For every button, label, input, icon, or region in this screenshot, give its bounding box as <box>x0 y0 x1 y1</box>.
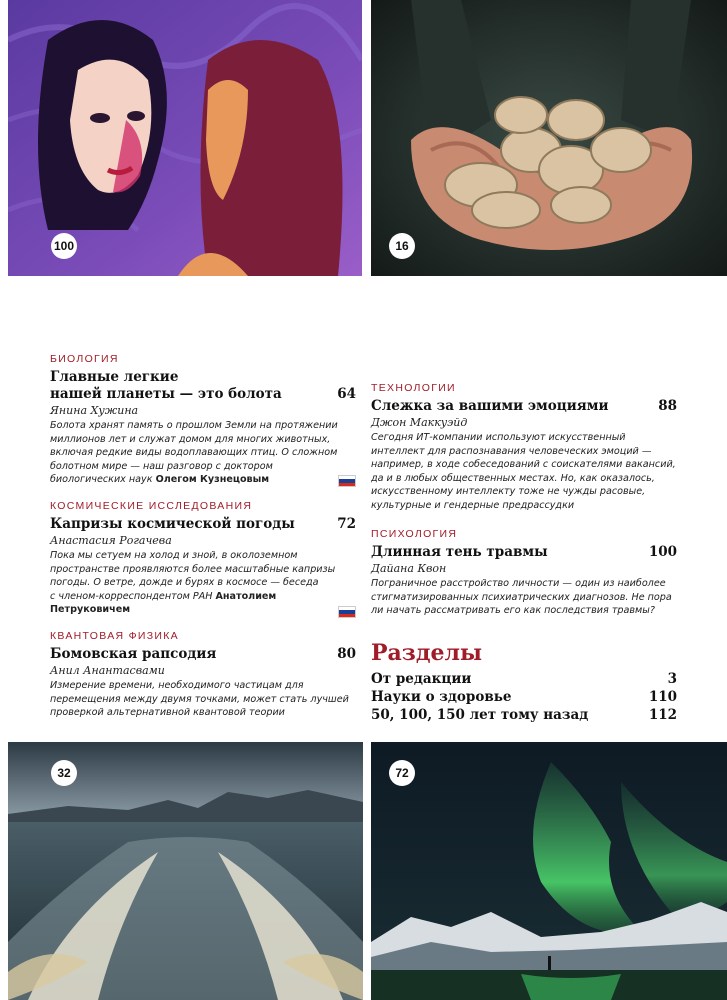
desc-line <box>50 603 356 617</box>
hands-clams-image <box>371 0 727 276</box>
desc-line: да и в любых общественных местах. Но, как оказалось, <box>371 472 655 484</box>
page-number: 80 <box>337 646 356 662</box>
desc-line <box>50 590 356 604</box>
desc-line: пространстве проявляются более масштабные капризы <box>50 563 336 575</box>
desc-line: культурные и гендерные предрассудки <box>371 499 575 511</box>
category-label: ТЕХНОЛОГИИ <box>371 382 456 394</box>
author: Анастасия Рогачева <box>50 534 172 547</box>
author: Джон Маккуэйд <box>371 416 468 429</box>
russia-flag-icon <box>338 475 356 487</box>
title-line: нашей планеты — это болота <box>50 386 282 402</box>
article-description <box>50 419 356 487</box>
section-item[interactable] <box>371 706 677 724</box>
article-title: Капризы космической погоды <box>50 516 295 532</box>
expert-name: Анатолием <box>215 590 277 602</box>
section-item[interactable] <box>371 670 677 688</box>
desc-line: включая редкие виды водоплавающих птиц. О сложном <box>50 447 338 459</box>
article-title: Бомовская рапсодия <box>50 646 217 662</box>
article-biology[interactable] <box>50 353 356 487</box>
page-badge: 32 <box>51 760 77 786</box>
desc-line: Измерение времени, необходимого частицам для <box>50 680 304 691</box>
sections-block <box>371 640 677 724</box>
article-description <box>50 549 356 617</box>
desc-line <box>50 473 356 487</box>
author: Дайана Квон <box>371 562 447 575</box>
title-line: Главные легкие <box>50 369 179 385</box>
page-badge: 100 <box>51 233 77 259</box>
category-label: КОСМИЧЕСКИЕ ИССЛЕДОВАНИЯ <box>50 500 253 512</box>
section-label: От редакции <box>371 671 472 687</box>
article-description <box>371 577 677 618</box>
desc-line: Болота хранят память о прошлом Земли на протяжении <box>50 420 338 431</box>
page-number: 110 <box>648 689 677 705</box>
section-label: Науки о здоровье <box>371 689 512 705</box>
article-technology[interactable] <box>371 382 677 513</box>
desc-line: Пограничное расстройство личности — один из наиболее <box>371 578 666 589</box>
desc-line: миллионов лет и служат домом для многих животных, <box>50 433 331 445</box>
desc-line: ли начать рассматривать его как последствия травмы? <box>371 605 655 617</box>
page-number: 3 <box>667 671 677 687</box>
desc-text: биологических наук <box>50 474 156 486</box>
desc-line: искусственному интеллекту тоже не чужды расовые, <box>371 486 646 498</box>
russia-flag-icon <box>338 606 356 618</box>
section-item[interactable] <box>371 688 677 706</box>
aurora-image <box>371 742 727 1000</box>
sections-heading: Разделы <box>371 640 483 666</box>
expert-name: Олегом Кузнецовым <box>155 474 270 486</box>
desc-line: например, в ходе собеседований с соискателями вакансий, <box>371 459 676 471</box>
page-number: 72 <box>337 516 356 532</box>
desc-line: перемещения между двумя точками, может стать лучшей <box>50 693 349 705</box>
page-number: 88 <box>658 398 677 414</box>
article-description <box>371 431 677 513</box>
article-psychology[interactable] <box>371 528 677 618</box>
desc-line: погоды. О ветре, дожде и бурях в космосе — беседа <box>50 577 319 589</box>
desc-line: Пока мы сетуем на холод и зной, в околоземном <box>50 550 298 561</box>
desc-line: интеллект для распознавания человеческих эмоций — <box>371 445 652 457</box>
hands-clams-icon <box>371 0 727 276</box>
desc-line: Сегодня ИТ-компании используют искусственный <box>371 432 626 443</box>
desc-text: с членом-корреспондентом РАН <box>50 590 216 602</box>
page-badge: 16 <box>389 233 415 259</box>
expert-name: Петруковичем <box>50 604 131 616</box>
article-title: Слежка за вашими эмоциями <box>371 398 609 414</box>
category-label: КВАНТОВАЯ ФИЗИКА <box>50 630 179 642</box>
article-title: Длинная тень травмы <box>371 544 548 560</box>
page-number: 112 <box>648 707 677 723</box>
article-description <box>50 679 356 720</box>
article-title <box>50 369 282 403</box>
page-number: 100 <box>648 544 677 560</box>
category-label: ПСИХОЛОГИЯ <box>371 528 458 540</box>
article-quantum[interactable] <box>50 630 356 720</box>
article-space[interactable] <box>50 500 356 617</box>
page-badge: 72 <box>389 760 415 786</box>
category-label: БИОЛОГИЯ <box>50 353 119 365</box>
author: Анил Анантасвами <box>50 664 165 677</box>
aurora-icon <box>371 742 727 1000</box>
desc-line: проверкой альтернативной квантовой теории <box>50 707 285 719</box>
section-label: 50, 100, 150 лет тому назад <box>371 707 589 723</box>
desc-line: стигматизированных психиатрических диагнозов. Не пора <box>371 591 672 603</box>
desc-line: болотном мире — наш разговор с доктором <box>50 460 273 472</box>
page-number: 64 <box>337 386 356 402</box>
author: Янина Хужина <box>50 404 139 417</box>
